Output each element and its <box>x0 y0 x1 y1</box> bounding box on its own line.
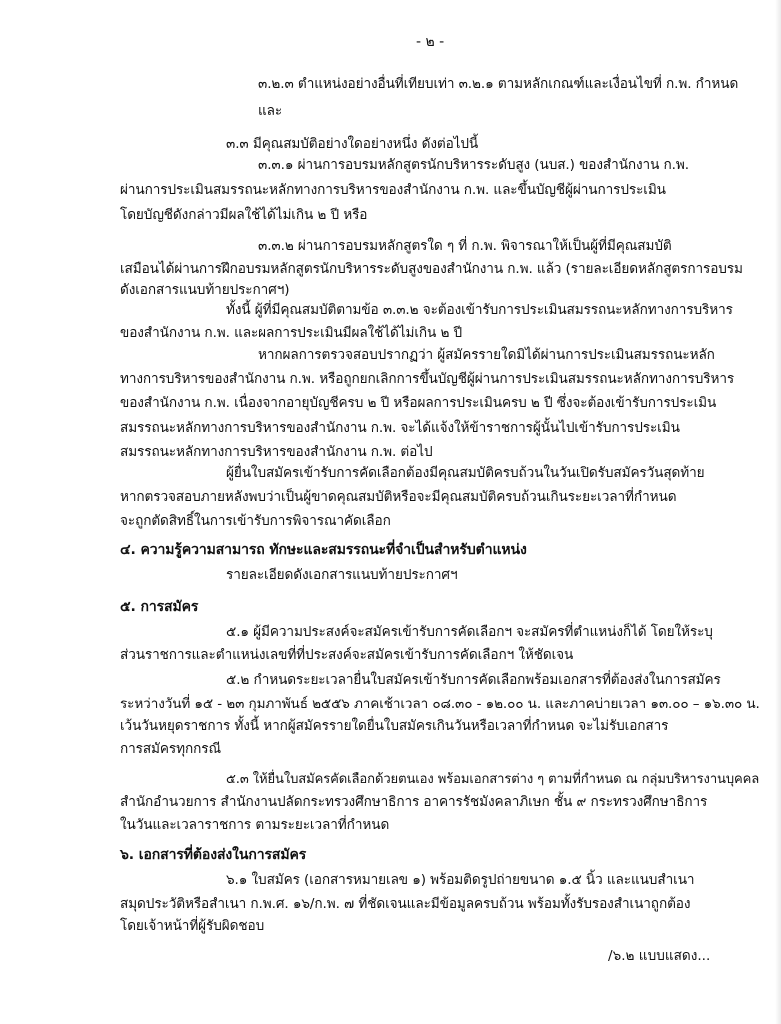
text-line: ๓.๒.๓ ตำแหน่งอย่างอื่นที่เทียบเท่า ๓.๒.๑ ตามหลักเกณฑ์และเงื่อนไขที่ ก.พ. กำหนด <box>258 76 739 92</box>
text-line: ส่วนราชการและตำแหน่งเลขที่ที่ประสงค์จะสมัครเข้ารับการคัดเลือกฯ ให้ชัดเจน <box>120 647 574 663</box>
text-line: โดยเจ้าหน้าที่ผู้รับผิดชอบ <box>120 918 265 934</box>
text-line: ระหว่างวันที่ ๑๕ - ๒๓ กุมภาพันธ์ ๒๕๕๖ ภาคเช้าเวลา ๐๘.๓๐ - ๑๒.๐๐ น. และภาคบ่ายเวลา ๑๓.๐๐ – ๑๖.๓๐ น. <box>120 696 760 712</box>
text-line: สมรรถนะหลักทางการบริหารของสำนักงาน ก.พ. จะได้แจ้งให้ข้าราชการผู้นั้นไปเข้ารับการประเมิน <box>120 420 680 436</box>
text-line: และ <box>258 103 283 119</box>
text-line: โดยบัญชีดังกล่าวมีผลใช้ได้ไม่เกิน ๒ ปี หรือ <box>120 207 368 223</box>
text-line: ๓.๓.๒ ผ่านการอบรมหลักสูตรใด ๆ ที่ ก.พ. พิจารณาให้เป็นผู้ที่มีคุณสมบัติ <box>258 238 672 254</box>
text-line: เสมือนได้ผ่านการฝึกอบรมหลักสูตรนักบริหารระดับสูงของสำนักงาน ก.พ. แล้ว (รายละเอียดหลักสูตรการอบรม <box>120 261 743 277</box>
text-line: รายละเอียดดังเอกสารแนบท้ายประกาศฯ <box>226 567 458 583</box>
scan-edge-shadow <box>775 0 781 1024</box>
text-line: ของสำนักงาน ก.พ. และผลการประเมินมีผลใช้ได้ไม่เกิน ๒ ปี <box>120 325 463 341</box>
text-line: ของสำนักงาน ก.พ. เนื่องจากอายุบัญชีครบ ๒ ปี หรือผลการประเมินครบ ๒ ปี ซึ่งจะต้องเข้ารับการประเมิน <box>120 395 717 411</box>
text-line: ๓.๓ มีคุณสมบัติอย่างใดอย่างหนึ่ง ดังต่อไปนี้ <box>226 136 479 152</box>
page-number: - ๒ - <box>416 34 445 50</box>
text-line: หากผลการตรวจสอบปรากฏว่า ผู้สมัครรายใดมิได้ผ่านการประเมินสมรรถนะหลัก <box>258 347 715 363</box>
text-line: หากตรวจสอบภายหลังพบว่าเป็นผู้ขาดคุณสมบัติหรือจะมีคุณสมบัติครบถ้วนเกินระยะเวลาที่กำหนด <box>120 489 677 505</box>
text-line: ๖.๑ ใบสมัคร (เอกสารหมายเลข ๑) พร้อมติดรูปถ่ายขนาด ๑.๕ นิ้ว และแนบสำเนา <box>226 872 695 888</box>
text-line: สมรรถนะหลักทางการบริหารของสำนักงาน ก.พ. ต่อไป <box>120 444 433 460</box>
text-line: การสมัครทุกกรณี <box>120 741 221 757</box>
text-line: ทางการบริหารของสำนักงาน ก.พ. หรือถูกยกเลิกการขึ้นบัญชีผู้ผ่านการประเมินสมรรถนะหลักทางการบริหาร <box>120 371 735 387</box>
section-heading: ๕. การสมัคร <box>120 599 199 615</box>
text-line: ผู้ยื่นใบสมัครเข้ารับการคัดเลือกต้องมีคุณสมบัติครบถ้วนในวันเปิดรับสมัครวันสุดท้าย <box>226 465 705 481</box>
text-line: ในวันและเวลาราชการ ตามระยะเวลาที่กำหนด <box>120 817 390 833</box>
text-line: ๓.๓.๑ ผ่านการอบรมหลักสูตรนักบริหารระดับสูง (นบส.) ของสำนักงาน ก.พ. <box>258 157 689 173</box>
text-line: ๕.๑ ผู้มีความประสงค์จะสมัครเข้ารับการคัดเลือกฯ จะสมัครที่ตำแหน่งก็ได้ โดยให้ระบุ <box>226 624 713 640</box>
text-line: ผ่านการประเมินสมรรถนะหลักทางการบริหารของสำนักงาน ก.พ. และขึ้นบัญชีผู้ผ่านการประเมิน <box>120 182 666 198</box>
text-line: ๕.๒ กำหนดระยะเวลายื่นใบสมัครเข้ารับการคัดเลือกพร้อมเอกสารที่ต้องส่งในการสมัคร <box>226 672 721 688</box>
text-line: สมุดประวัติหรือสำเนา ก.พ.ศ. ๑๖/ก.พ. ๗ ที่ชัดเจนและมีข้อมูลครบถ้วน พร้อมทั้งรับรองสำเนาถูกต้อง <box>120 896 691 912</box>
continuation-note: /๖.๒ แบบแสดง... <box>608 948 711 964</box>
text-line: ๕.๓ ให้ยื่นใบสมัครคัดเลือกด้วยตนเอง พร้อมเอกสารต่าง ๆ ตามที่กำหนด ณ กลุ่มบริหารงานบุคคล <box>226 772 760 787</box>
text-line: สำนักอำนวยการ สำนักงานปลัดกระทรวงศึกษาธิการ อาคารรัชมังคลาภิเษก ชั้น ๙ กระทรวงศึกษาธิการ <box>120 794 708 810</box>
text-line: เว้นวันหยุดราชการ ทั้งนี้ หากผู้สมัครรายใดยื่นใบสมัครเกินวันหรือเวลาที่กำหนด จะไม่รับเอกสาร <box>120 718 669 734</box>
text-line: ดังเอกสารแนบท้ายประกาศฯ) <box>120 282 290 298</box>
section-heading: ๔. ความรู้ความสามารถ ทักษะและสมรรถนะที่จำเป็นสำหรับตำแหน่ง <box>120 542 527 558</box>
text-line: ทั้งนี้ ผู้ที่มีคุณสมบัติตามข้อ ๓.๓.๒ จะต้องเข้ารับการประเมินสมรรถนะหลักทางการบริหาร <box>226 302 733 318</box>
section-heading: ๖. เอกสารที่ต้องส่งในการสมัคร <box>120 847 307 863</box>
text-line: จะถูกตัดสิทธิ์ในการเข้ารับการพิจารณาคัดเลือก <box>120 513 391 529</box>
